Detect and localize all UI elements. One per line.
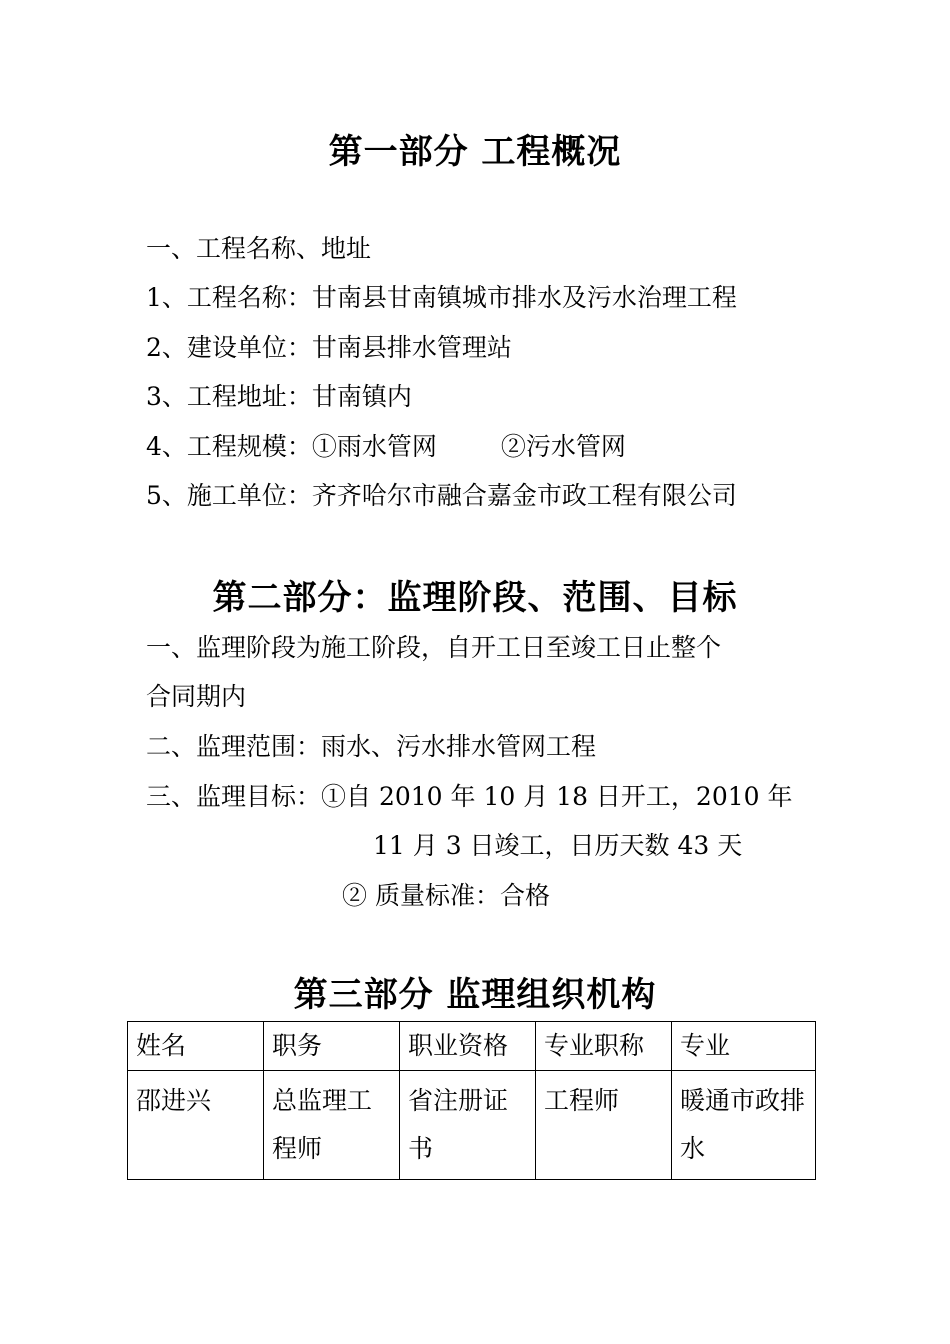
header-specialty: 专业 [672,1022,816,1071]
staff-table [127,1021,816,1180]
part3-title: 第三部分 监理组织机构 [293,975,657,1015]
header-position: 职务 [264,1022,400,1071]
cell-qualification: 省注册证书 [400,1071,536,1180]
header-title: 专业职称 [536,1022,672,1071]
goal-line-1: 三、监理目标：①自 2010 年 10 月 18 日开工，2010 年 [146,782,793,811]
part1-title: 第一部分 工程概况 [328,132,622,172]
table-row [128,1071,816,1180]
scope-line: 二、监理范围：雨水、污水排水管网工程 [146,732,597,761]
address-line: 3、工程地址：甘南镇内 [146,382,412,411]
part1-heading: 一、工程名称、地址 [146,234,372,263]
header-name: 姓名 [128,1022,264,1071]
stage-line-1: 一、监理阶段为施工阶段，自开工日至竣工日止整个 [146,633,722,662]
cell-title: 工程师 [536,1071,672,1180]
part2-title: 第二部分：监理阶段、范围、目标 [212,578,738,618]
goal-line-2: 11 月 3 日竣工，日历天数 43 天 [373,831,743,860]
scale-item-2: ②污水管网 [500,432,626,461]
contractor-line: 5、施工单位：齐齐哈尔市融合嘉金市政工程有限公司 [146,481,737,510]
cell-name: 邵进兴 [128,1071,264,1180]
scale-label: 4、工程规模：①雨水管网 [146,432,437,461]
table-header-row [128,1022,816,1071]
cell-specialty: 暖通市政排水 [672,1071,816,1180]
header-qualification: 职业资格 [400,1022,536,1071]
goal-line-3: ② 质量标准：合格 [342,881,550,910]
owner-line: 2、建设单位：甘南县排水管理站 [146,333,512,362]
scale-line [146,430,626,464]
cell-position: 总监理工程师 [264,1071,400,1180]
stage-line-2: 合同期内 [146,682,247,711]
project-name-line: 1、工程名称：甘南县甘南镇城市排水及污水治理工程 [146,283,737,312]
